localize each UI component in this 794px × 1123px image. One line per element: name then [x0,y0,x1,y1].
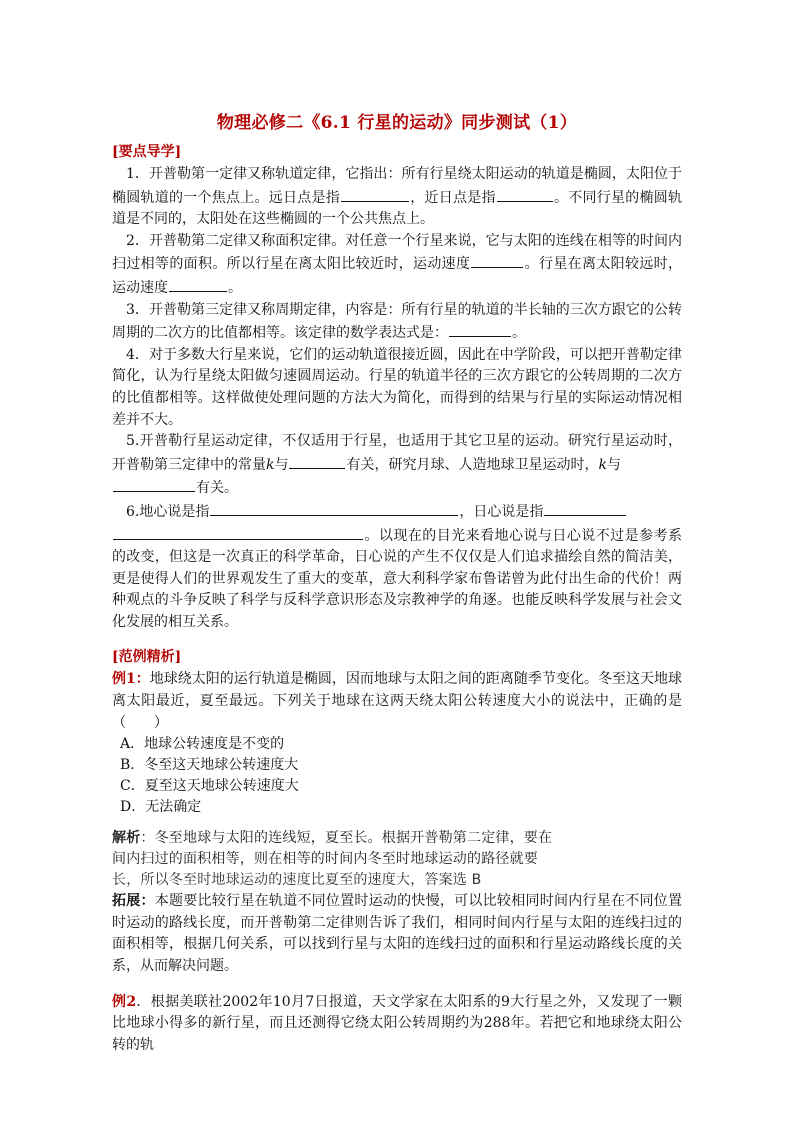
analysis-block [112,828,682,891]
option-d[interactable]: D．无法确定 [120,799,202,816]
paragraph-3: 3．开普勒第三定律又称周期定律，内容是：所有行星的轨道的半长轴的三次方跟它的公转周期的二次方的比值都相等。该定律的数学表达式是： 。 [112,301,682,342]
section-heading-key-points: [要点导学] [112,144,182,160]
analysis-line: 间内扫过的面积相等，则在相等的时间内冬至时地球运动的路径就要 [112,851,538,868]
fill-blank[interactable] [113,476,195,492]
fill-blank[interactable] [289,453,345,469]
fill-blank[interactable] [341,186,409,202]
section-heading-examples: [范例精析] [112,649,182,666]
example-1-options [112,734,682,818]
extension-paragraph: 拓展：本题要比较行星在轨道不同位置时运动的快慢，可以比较相同时间内行星在不同位置时运动的路线长度，而开普勒第二定律则告诉了我们，相同时间内行星与太阳的连线扫过的面积相等，根据几何关系，可以找到行星与太阳的连线扫过的面积和行星运动路线长度的关系，从而解决问题。 [112,893,683,975]
paragraph-4: 4．对于多数大行星来说，它们的运动轨道很接近圆，因此在中学阶段，可以把开普勒定律简化，认为行星绕太阳做匀速圆周运动。行星的轨道半径的三次方跟它的公转周期的二次方的比值都相等。这样做使处理问题的方法大为简化，而得到的结果与行星的实际运动情况相差并不大。 [112,346,682,428]
fill-blank[interactable] [113,524,363,540]
fill-blank[interactable] [210,500,458,516]
paragraph-6: 6.地心说是指 ，日心说是指 。以现在的目光来看地心说与日心说不过是参考系的改变，但这是一次真正的科学革命，日心说的产生不仅仅是人们追求描绘自然的简洁美，更是使得人们的世界观发生了重大的变革，意大利科学家布鲁诺曾为此付出生命的代价！两种观点的斗争反映了科学与反科学意识形态及宗教神学的角逐。也能反映科学发展与社会文化发展的相互关系。 [112,500,682,634]
example-2: 例2．根据美联社2002年10月7日报道，天文学家在太阳系的9大行星之外，又发现了一颗比地球小得多的新行星，而且还测得它绕太阳公转周期约为288年。若把它和地球绕太阳公转的轨 [112,993,682,1053]
analysis-line: 解析：冬至地球与太阳的连线短，夏至长。根据开普勒第二定律，要在 [112,830,553,847]
paragraph-5: 5.开普勒行星运动定律，不仅适用于行星，也适用于其它卫星的运动。研究行星运动时，开普勒第三定律中的常量k与 有关，研究月球、人造地球卫星运动时，k与 有关。 [112,433,682,497]
example-1: 例1：地球绕太阳的运行轨道是椭圆，因而地球与太阳之间的距离随季节变化。冬至这天地球离太阳最近，夏至最远。下列关于地球在这两天绕太阳公转速度大小的说法中，正确的是（ ） [112,671,682,731]
option-b[interactable]: B．冬至这天地球公转速度大 [120,757,299,774]
fill-blank[interactable] [544,500,626,516]
option-a[interactable]: A．地球公转速度是不变的 [120,736,285,753]
analysis-line: 长，所以冬至时地球运动的速度比夏至的速度大，答案选 B [112,872,482,889]
option-c[interactable]: C．夏至这天地球公转速度大 [120,778,299,795]
document-title: 物理必修二《6.1 行星的运动》同步测试（1） [216,113,578,133]
fill-blank[interactable] [497,186,553,202]
paragraph-1: 1．开普勒第一定律又称轨道定律，它指出：所有行星绕太阳运动的轨道是椭圆，太阳位于椭圆轨道的一个焦点上。远日点是指 ，近日点是指 。不同行星的椭圆轨道是不同的，太阳处在这些椭圆的一个公共焦点上。 [112,166,682,228]
fill-blank[interactable] [449,321,511,337]
paragraph-2: 2．开普勒第二定律又称面积定律。对任意一个行星来说，它与太阳的连线在相等的时间内扫过相等的面积。所以行星在离太阳比较近时，运动速度 。行星在离太阳较远时，运动速度 。 [112,232,683,296]
fill-blank[interactable] [471,252,523,268]
fill-blank[interactable] [169,276,227,292]
document-page [112,100,682,1056]
